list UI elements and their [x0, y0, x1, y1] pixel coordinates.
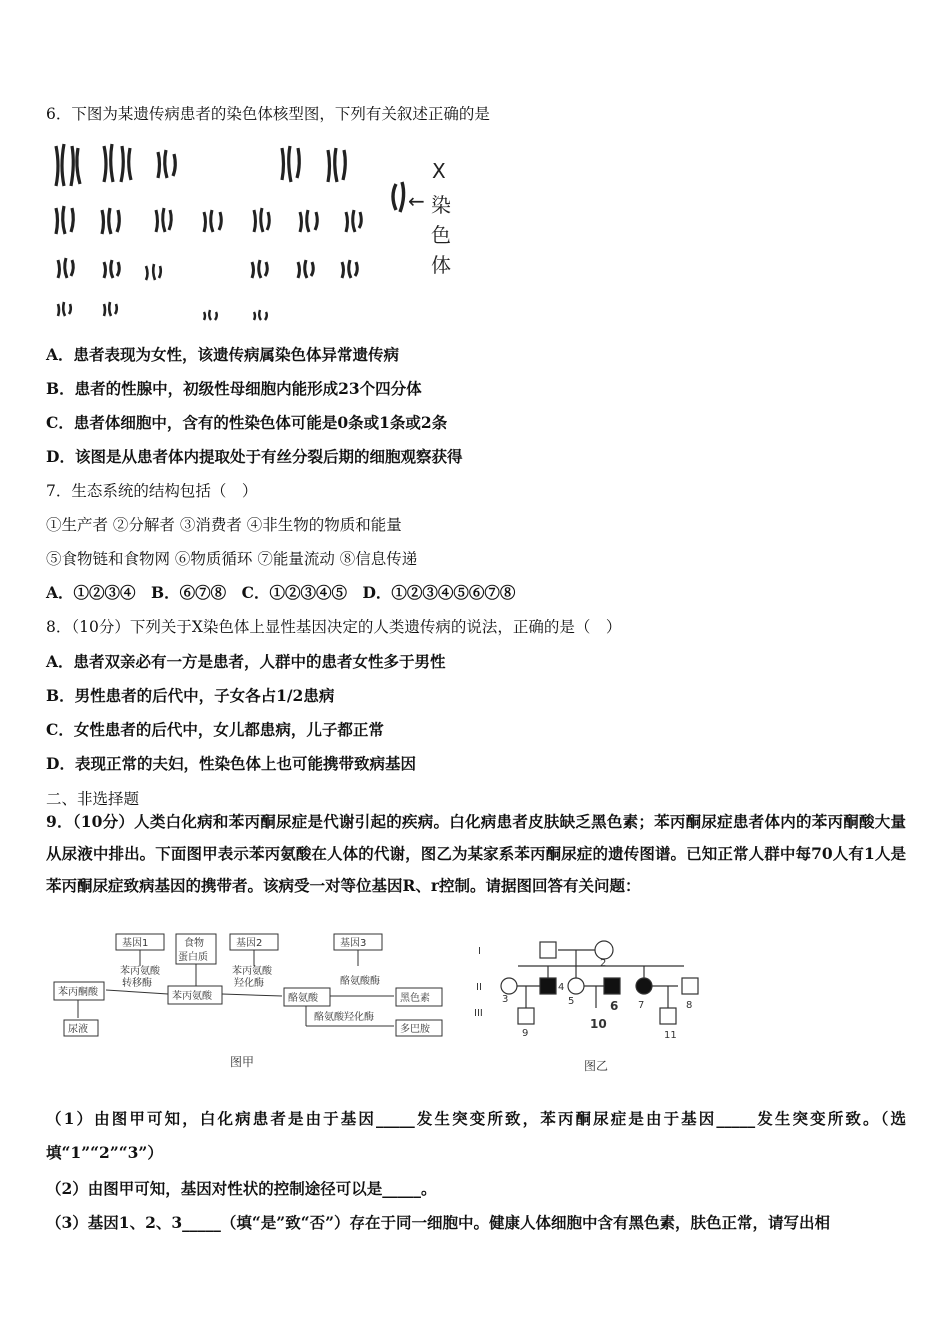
q8-option-a: A．患者双亲必有一方是患者，人群中的患者女性多于男性: [46, 652, 446, 671]
yi-id-5: 5: [568, 996, 575, 1007]
jia-melanin: 黑色素: [400, 993, 430, 1004]
q7-stem: 7．生态系统的结构包括（ ）: [46, 482, 258, 500]
yi-gen-3: III: [474, 1008, 483, 1019]
jia-urine: 尿液: [68, 1024, 88, 1035]
x-chromosome: [393, 182, 404, 212]
chromosome-row-2: [56, 206, 361, 234]
q9-sub3: （3）基因1、2、3_____（填“是”致“否”）存在于同一细胞中。健康人体细胞中含有黑色素，肤色正常，请写出相: [46, 1213, 831, 1232]
karyotype-label-1: 染: [431, 193, 451, 217]
figure-yi: [472, 928, 712, 1078]
jia-gene3: 基因3: [340, 938, 367, 949]
yi-id-11: 11: [664, 1030, 677, 1041]
chromosome-row-4: [58, 302, 267, 320]
q8-option-d: D．表现正常的夫妇，性染色体上也可能携带致病基因: [46, 754, 416, 773]
q8-option-c: C．女性患者的后代中，女儿都患病，儿子都正常: [46, 720, 384, 739]
jia-tyr: 酪氨酸: [288, 993, 318, 1004]
yi-gen-1: I: [478, 946, 481, 957]
karyotype-arrow: ←: [408, 189, 425, 213]
jia-dopamine: 多巴胺: [400, 1024, 430, 1035]
jia-phe: 苯丙氨酸: [172, 991, 212, 1002]
yi-id-3: 3: [502, 994, 509, 1005]
jia-enzyme1b: 转移酶: [122, 978, 152, 989]
karyotype-label-x: X: [432, 159, 446, 183]
karyotype-label-2: 色: [431, 223, 451, 247]
q8-stem: 8．（10分）下列关于X染色体上显性基因决定的人类遗传病的说法，正确的是（ ）: [46, 618, 622, 636]
figure-jia: [50, 928, 450, 1078]
yi-id-2: 2: [600, 958, 607, 969]
q9-sub1: （1）由图甲可知，白化病患者是由于基因_____发生突变所致，苯丙酮尿症是由于基因_____发生突变所致。（选填“1”“2”“3”）: [46, 1109, 906, 1162]
yi-id-4: 4: [558, 982, 565, 993]
chromosome-row-1: [56, 144, 345, 186]
jia-gene2: 基因2: [236, 938, 263, 949]
q7-options: A．①②③④ B．⑥⑦⑧ C．①②③④⑤ D．①②③④⑤⑥⑦⑧: [46, 583, 516, 602]
q9-sub2: （2）由图甲可知，基因对性状的控制途径可以是_____。: [46, 1179, 437, 1198]
jia-enzyme3: 酪氨酸酶: [340, 976, 380, 987]
q6-option-a: A．患者表现为女性，该遗传病属染色体异常遗传病: [46, 345, 400, 364]
section-title: 二、非选择题: [46, 790, 140, 808]
yi-gen-2: II: [476, 982, 482, 993]
yi-id-9: 9: [522, 1028, 529, 1039]
q6-stem: 6．下图为某遗传病患者的染色体核型图，下列有关叙述正确的是: [46, 105, 490, 123]
jia-enzyme2b: 羟化酶: [234, 978, 264, 989]
yi-id-6: 6: [610, 999, 619, 1013]
yi-id-8: 8: [686, 1000, 693, 1011]
q8-option-b: B．男性患者的后代中，子女各占1/2患病: [46, 686, 335, 705]
q7-items-1: ①生产者 ②分解者 ③消费者 ④非生物的物质和能量: [46, 516, 402, 534]
jia-enzyme4: 酪氨酸羟化酶: [314, 1012, 374, 1023]
yi-id-7: 7: [638, 1000, 645, 1011]
karyotype-label-3: 体: [431, 253, 451, 277]
jia-enzyme2a: 苯丙氨酸: [232, 966, 272, 977]
jia-caption: 图甲: [230, 1055, 255, 1069]
jia-food2: 蛋白质: [178, 952, 208, 963]
q9-stem: 9．（10分）人类白化病和苯丙酮尿症是代谢引起的疾病。白化病患者皮肤缺乏黑色素；苯丙酮尿症患者体内的苯丙酮酸大量从尿液中排出。下面图甲表示苯丙氨酸在人体的代谢，图乙为某家系苯丙酮尿症的遗传图谱。已知正常人群中每70人有1人是苯丙酮尿症致病基因的携带者。该病受一对等位基因R、r控制。请据图回答有关问题：: [46, 812, 906, 895]
jia-food: 食物: [184, 938, 204, 949]
jia-pku: 苯丙酮酸: [58, 987, 98, 998]
q6-option-d: D．该图是从患者体内提取处于有丝分裂后期的细胞观察获得: [46, 447, 463, 466]
jia-gene1: 基因1: [122, 938, 149, 949]
karyotype-figure: [46, 138, 476, 328]
yi-caption: 图乙: [584, 1059, 609, 1073]
yi-id-10: 10: [590, 1017, 607, 1031]
q6-option-c: C．患者体细胞中，含有的性染色体可能是0条或1条或2条: [46, 413, 448, 432]
chromosome-row-3: [58, 258, 357, 280]
q7-items-2: ⑤食物链和食物网 ⑥物质循环 ⑦能量流动 ⑧信息传递: [46, 550, 418, 568]
q6-option-b: B．患者的性腺中，初级性母细胞内能形成23个四分体: [46, 379, 422, 398]
jia-enzyme1a: 苯丙氨酸: [120, 966, 160, 977]
